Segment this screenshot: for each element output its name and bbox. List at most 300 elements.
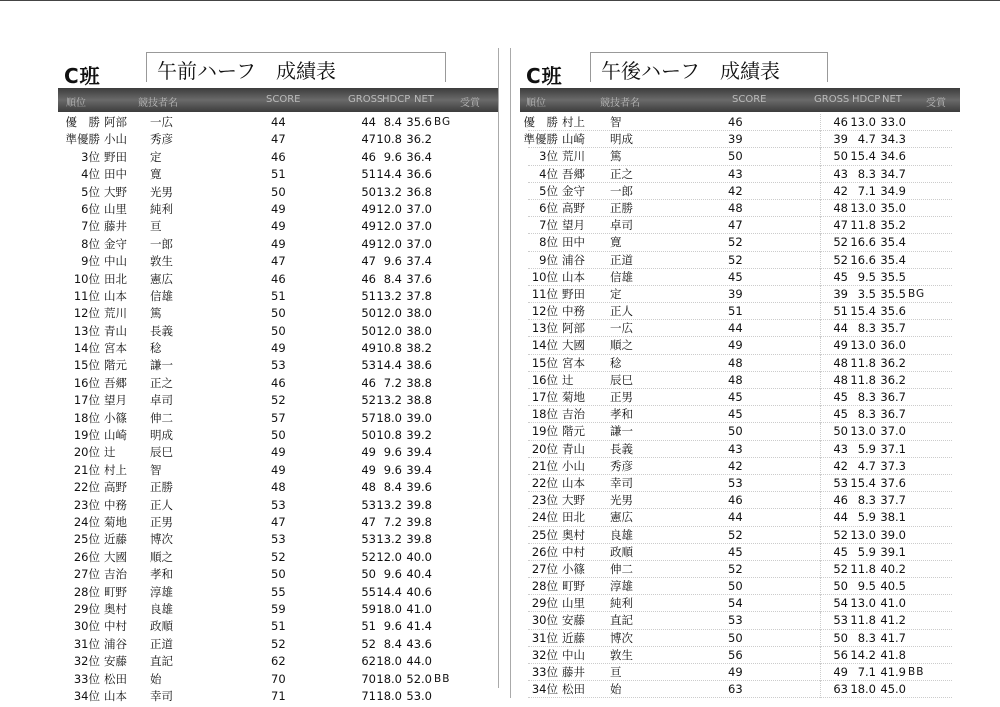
hdcp-cell: 3.5 [857, 286, 876, 301]
score-cell: 49 [271, 201, 286, 216]
gross-cell: 42 [833, 183, 848, 198]
surname-cell: 奥村 [104, 601, 127, 616]
hdcp-cell: 8.4 [383, 636, 402, 651]
hdcp-cell: 7.1 [857, 665, 876, 679]
score-cell: 49 [271, 236, 286, 251]
surname-cell: 田北 [562, 510, 585, 525]
given-name-cell: 始 [150, 671, 162, 686]
hdcp-cell: 9.5 [857, 579, 876, 594]
panel-title-row [520, 52, 960, 88]
gross-cell: 53 [833, 475, 848, 490]
gross-cell: 44 [833, 510, 848, 525]
surname-cell: 菊地 [562, 390, 585, 404]
given-name-cell: 純利 [610, 596, 633, 611]
surname-cell: 安藤 [562, 613, 585, 628]
gross-cell: 50 [361, 567, 376, 582]
hdcp-cell: 7.2 [383, 514, 402, 529]
score-cell: 50 [728, 579, 743, 594]
surname-cell: 藤井 [104, 219, 127, 234]
gross-cell: 46 [833, 493, 848, 508]
table-row [520, 234, 960, 251]
table-row [58, 392, 498, 409]
score-cell: 53 [728, 475, 743, 490]
table-row [520, 423, 960, 440]
net-cell: 39.4 [406, 462, 432, 477]
rank-cell: 34位 [73, 688, 100, 703]
table-row [520, 441, 960, 458]
hdcp-cell: 7.1 [857, 183, 876, 198]
gross-cell: 45 [833, 407, 848, 422]
given-name-cell: 光男 [150, 184, 173, 199]
table-row [58, 375, 498, 392]
table-row [520, 372, 960, 389]
hdcp-cell: 14.4 [376, 584, 402, 599]
net-cell: 40.2 [880, 561, 906, 576]
score-cell: 43 [728, 441, 743, 456]
table-row [520, 303, 960, 320]
given-name-cell: 卓司 [150, 393, 173, 408]
hdcp-cell: 8.3 [857, 407, 876, 422]
given-name-cell: 直記 [610, 613, 633, 628]
given-name-cell: 良雄 [610, 527, 633, 542]
gross-cell: 50 [361, 428, 376, 443]
hdcp-cell: 13.0 [850, 338, 876, 353]
gross-cell: 70 [361, 671, 376, 686]
header-hdcp: HDCP [382, 94, 411, 105]
table-row [58, 184, 498, 201]
given-name-cell: 憲広 [150, 271, 173, 286]
gross-cell: 49 [833, 665, 848, 679]
net-cell: 39.8 [406, 497, 432, 512]
surname-cell: 野田 [562, 286, 585, 301]
table-row [520, 217, 960, 234]
surname-cell: 荒川 [562, 149, 585, 164]
rank-cell: 20位 [531, 441, 558, 456]
given-name-cell: 明成 [150, 428, 173, 443]
surname-cell: 吉治 [562, 407, 585, 422]
net-cell: 35.4 [880, 235, 906, 250]
table-row [58, 114, 498, 131]
net-cell: 39.4 [406, 445, 432, 460]
net-cell: 41.0 [880, 596, 906, 611]
surname-cell: 山本 [562, 475, 585, 490]
gross-cell: 59 [361, 601, 376, 616]
hdcp-cell: 14.4 [376, 358, 402, 373]
score-cell: 71 [271, 688, 286, 703]
hdcp-cell: 11.8 [850, 218, 876, 233]
gross-cell: 46 [833, 115, 848, 129]
hdcp-cell: 7.2 [383, 375, 402, 390]
rank-cell: 14位 [73, 341, 100, 356]
hdcp-cell: 13.0 [850, 527, 876, 542]
gross-cell: 47 [361, 514, 376, 529]
gross-cell: 45 [833, 390, 848, 404]
rank-cell: 21位 [531, 458, 558, 473]
score-cell: 47 [728, 218, 743, 233]
table-row [58, 531, 498, 548]
given-name-cell: 博次 [610, 630, 633, 645]
given-name-cell: 幸司 [610, 475, 633, 490]
table-row [520, 578, 960, 595]
given-name-cell: 定 [610, 286, 622, 301]
table-header [58, 88, 498, 112]
net-cell: 33.0 [880, 115, 906, 129]
rank-cell: 33位 [73, 671, 100, 686]
score-cell: 43 [728, 166, 743, 181]
gross-cell: 43 [833, 441, 848, 456]
score-cell: 52 [271, 636, 286, 651]
score-cell: 48 [728, 372, 743, 387]
score-cell: 49 [271, 445, 286, 460]
surname-cell: 階元 [104, 358, 127, 373]
hdcp-cell: 13.2 [376, 288, 402, 303]
table-row [520, 148, 960, 165]
surname-cell: 辻 [562, 372, 574, 387]
table-row [520, 166, 960, 183]
gross-cell: 71 [361, 688, 376, 703]
net-cell: 41.7 [880, 630, 906, 645]
net-cell: 37.0 [406, 219, 432, 234]
given-name-cell: 長義 [150, 323, 173, 338]
net-cell: 36.2 [406, 132, 432, 147]
rank-cell: 29位 [73, 601, 100, 616]
rank-cell: 27位 [73, 567, 100, 582]
gross-cell: 51 [361, 167, 376, 182]
header-award: 受賞 [926, 98, 946, 109]
score-cell: 53 [271, 358, 286, 373]
surname-cell: 小篠 [562, 561, 585, 576]
hdcp-cell: 8.4 [383, 480, 402, 495]
hdcp-cell: 10.8 [376, 428, 402, 443]
surname-cell: 大野 [104, 184, 127, 199]
gross-cell: 49 [361, 445, 376, 460]
given-name-cell: 卓司 [610, 218, 633, 233]
score-cell: 59 [271, 601, 286, 616]
hdcp-cell: 9.6 [383, 462, 402, 477]
table-row [58, 305, 498, 322]
gross-cell: 46 [361, 375, 376, 390]
gross-cell: 47 [361, 132, 376, 147]
class-label: C班 [64, 64, 101, 88]
surname-cell: 望月 [104, 393, 127, 408]
surname-cell: 荒川 [104, 306, 127, 321]
hdcp-cell: 8.4 [383, 271, 402, 286]
gross-cell: 48 [833, 200, 848, 215]
rank-cell: 14位 [531, 338, 558, 353]
score-cell: 52 [728, 252, 743, 267]
score-cell: 52 [728, 561, 743, 576]
rank-cell: 19位 [73, 428, 100, 443]
hdcp-cell: 18.0 [850, 682, 876, 697]
gross-cell: 49 [361, 201, 376, 216]
hdcp-cell: 15.4 [850, 149, 876, 164]
net-cell: 41.9 [880, 665, 906, 679]
header-gross: GROSS [814, 94, 850, 105]
rank-cell: 22位 [531, 475, 558, 490]
surname-cell: 宮本 [562, 355, 585, 370]
rank-cell: 33位 [531, 665, 558, 679]
surname-cell: 青山 [104, 323, 127, 338]
net-cell: 53.0 [406, 688, 432, 703]
given-name-cell: 光男 [610, 493, 633, 508]
table-row [520, 286, 960, 303]
gross-cell: 49 [833, 338, 848, 353]
given-name-cell: 正勝 [150, 480, 173, 495]
surname-cell: 奥村 [562, 527, 585, 542]
score-cell: 42 [728, 458, 743, 473]
surname-cell: 吾郷 [104, 375, 127, 390]
score-cell: 49 [271, 462, 286, 477]
surname-cell: 阿部 [562, 321, 585, 336]
table-row [58, 131, 498, 148]
hdcp-cell: 9.5 [857, 269, 876, 284]
surname-cell: 望月 [562, 218, 585, 233]
gross-cell: 50 [833, 630, 848, 645]
net-cell: 37.6 [880, 475, 906, 490]
surname-cell: 近藤 [104, 532, 127, 547]
award-cell: BB [434, 672, 451, 685]
hdcp-cell: 13.2 [376, 184, 402, 199]
surname-cell: 階元 [562, 424, 585, 439]
net-cell: 34.3 [880, 132, 906, 147]
table-row [58, 340, 498, 357]
net-cell: 38.0 [406, 306, 432, 321]
net-cell: 35.0 [880, 200, 906, 215]
given-name-cell: 信雄 [610, 269, 633, 284]
given-name-cell: 亘 [150, 219, 162, 234]
score-cell: 70 [271, 671, 286, 686]
gross-cell: 51 [361, 288, 376, 303]
given-name-cell: 一広 [150, 115, 173, 129]
net-cell: 34.9 [880, 183, 906, 198]
net-cell: 39.1 [880, 544, 906, 559]
given-name-cell: 純利 [150, 201, 173, 216]
gross-cell: 52 [833, 561, 848, 576]
rank-cell: 13位 [531, 321, 558, 336]
rank-cell: 19位 [531, 424, 558, 439]
surname-cell: 大國 [562, 338, 585, 353]
hdcp-cell: 13.0 [850, 115, 876, 129]
given-name-cell: 孝和 [610, 407, 633, 422]
rank-cell: 優 勝 [523, 115, 558, 129]
header-name: 競技者名 [600, 98, 640, 109]
hdcp-cell: 14.4 [376, 167, 402, 182]
score-cell: 50 [271, 306, 286, 321]
net-cell: 40.0 [406, 549, 432, 564]
given-name-cell: 定 [150, 149, 162, 164]
header-score: SCORE [266, 94, 301, 105]
table-row [520, 561, 960, 578]
net-cell: 37.8 [406, 288, 432, 303]
net-cell: 36.4 [406, 149, 432, 164]
gross-cell: 50 [833, 424, 848, 439]
table-row [58, 653, 498, 670]
hdcp-cell: 11.8 [850, 355, 876, 370]
rank-cell: 20位 [73, 445, 100, 460]
afternoon-results-panel [520, 52, 960, 698]
score-cell: 44 [728, 510, 743, 525]
given-name-cell: 博次 [150, 532, 173, 547]
hdcp-cell: 11.8 [850, 561, 876, 576]
given-name-cell: 正之 [610, 166, 633, 181]
net-cell: 37.0 [406, 201, 432, 216]
header-rank: 順位 [66, 98, 86, 109]
rank-cell: 21位 [73, 462, 100, 477]
gross-cell: 39 [833, 286, 848, 301]
given-name-cell: 良雄 [150, 601, 173, 616]
hdcp-cell: 9.6 [383, 445, 402, 460]
net-cell: 39.8 [406, 514, 432, 529]
table-row [58, 514, 498, 531]
surname-cell: 中山 [562, 647, 585, 662]
given-name-cell: 謙一 [610, 424, 633, 439]
hdcp-cell: 5.9 [857, 441, 876, 456]
hdcp-cell: 5.9 [857, 510, 876, 525]
table-row [58, 497, 498, 514]
given-name-cell: 長義 [610, 441, 633, 456]
award-cell: BG [908, 287, 926, 300]
gross-cell: 46 [361, 271, 376, 286]
table-row [520, 389, 960, 406]
header-name: 競技者名 [138, 98, 178, 109]
surname-cell: 浦谷 [562, 252, 585, 267]
surname-cell: 中務 [104, 497, 127, 512]
surname-cell: 近藤 [562, 630, 585, 645]
gross-cell: 51 [361, 619, 376, 634]
hdcp-cell: 13.2 [376, 497, 402, 512]
score-cell: 52 [271, 549, 286, 564]
hdcp-cell: 12.0 [376, 306, 402, 321]
table-row [520, 337, 960, 354]
given-name-cell: 智 [610, 115, 622, 129]
given-name-cell: 正男 [610, 390, 633, 404]
hdcp-cell: 8.3 [857, 630, 876, 645]
surname-cell: 金守 [562, 183, 585, 198]
hdcp-cell: 11.8 [850, 372, 876, 387]
score-cell: 39 [728, 132, 743, 147]
net-cell: 35.5 [880, 286, 906, 301]
net-cell: 36.8 [406, 184, 432, 199]
table-row [58, 166, 498, 183]
surname-cell: 山里 [562, 596, 585, 611]
surname-cell: 松田 [104, 671, 127, 686]
given-name-cell: 順之 [610, 338, 633, 353]
table-row [58, 288, 498, 305]
rank-cell: 24位 [531, 510, 558, 525]
surname-cell: 中務 [562, 304, 585, 319]
table-row [520, 200, 960, 217]
surname-cell: 町野 [104, 584, 127, 599]
net-cell: 40.6 [406, 584, 432, 599]
surname-cell: 山里 [104, 201, 127, 216]
table-row [58, 201, 498, 218]
rank-cell: 29位 [531, 596, 558, 611]
score-cell: 50 [728, 149, 743, 164]
table-row [520, 458, 960, 475]
surname-cell: 中山 [104, 254, 127, 269]
page-top-border [0, 0, 1000, 9]
given-name-cell: 正道 [150, 636, 173, 651]
rank-cell: 17位 [73, 393, 100, 408]
gross-cell: 52 [361, 549, 376, 564]
given-name-cell: 篤 [610, 149, 622, 164]
gross-cell: 52 [833, 235, 848, 250]
given-name-cell: 淳雄 [150, 584, 173, 599]
rank-cell: 15位 [73, 358, 100, 373]
score-cell: 45 [728, 544, 743, 559]
gross-cell: 56 [833, 647, 848, 662]
score-cell: 53 [271, 497, 286, 512]
given-name-cell: 辰巳 [150, 445, 173, 460]
surname-cell: 大野 [562, 493, 585, 508]
given-name-cell: 憲広 [610, 510, 633, 525]
gross-cell: 47 [833, 218, 848, 233]
rank-cell: 30位 [73, 619, 100, 634]
score-cell: 54 [728, 596, 743, 611]
given-name-cell: 秀彦 [610, 458, 633, 473]
given-name-cell: 敦生 [610, 647, 633, 662]
net-cell: 36.2 [880, 372, 906, 387]
score-cell: 39 [728, 286, 743, 301]
hdcp-cell: 13.2 [376, 532, 402, 547]
rank-cell: 32位 [73, 654, 100, 669]
table-row [520, 406, 960, 423]
gross-cell: 52 [833, 527, 848, 542]
given-name-cell: 辰巳 [610, 372, 633, 387]
table-row [58, 636, 498, 653]
gross-cell: 48 [833, 355, 848, 370]
table-row [58, 671, 498, 688]
gross-cell: 55 [361, 584, 376, 599]
surname-cell: 高野 [562, 200, 585, 215]
rank-cell: 3位 [81, 149, 100, 164]
table-row [58, 271, 498, 288]
score-cell: 45 [728, 390, 743, 404]
table-row [58, 584, 498, 601]
table-row [520, 664, 960, 681]
table-row [58, 357, 498, 374]
given-name-cell: 篤 [150, 306, 162, 321]
hdcp-cell: 8.3 [857, 390, 876, 404]
rank-cell: 30位 [531, 613, 558, 628]
rank-cell: 10位 [531, 269, 558, 284]
hdcp-cell: 8.3 [857, 321, 876, 336]
given-name-cell: 正道 [610, 252, 633, 267]
rank-cell: 16位 [73, 375, 100, 390]
net-cell: 37.1 [880, 441, 906, 456]
hdcp-cell: 10.8 [376, 341, 402, 356]
rank-cell: 準優勝 [523, 132, 558, 147]
gross-cell: 46 [361, 149, 376, 164]
score-cell: 48 [728, 200, 743, 215]
net-cell: 38.6 [406, 358, 432, 373]
table-row [58, 479, 498, 496]
net-cell: 35.6 [880, 304, 906, 319]
table-row [58, 549, 498, 566]
hdcp-cell: 4.7 [857, 132, 876, 147]
surname-cell: 吉治 [104, 567, 127, 582]
gross-cell: 39 [833, 132, 848, 147]
gross-cell: 48 [833, 372, 848, 387]
gross-cell: 49 [361, 462, 376, 477]
score-cell: 55 [271, 584, 286, 599]
rank-cell: 5位 [539, 183, 558, 198]
hdcp-cell: 9.6 [383, 619, 402, 634]
rank-cell: 3位 [539, 149, 558, 164]
panel-title-row [58, 52, 498, 88]
score-cell: 56 [728, 647, 743, 662]
gross-cell: 53 [833, 613, 848, 628]
